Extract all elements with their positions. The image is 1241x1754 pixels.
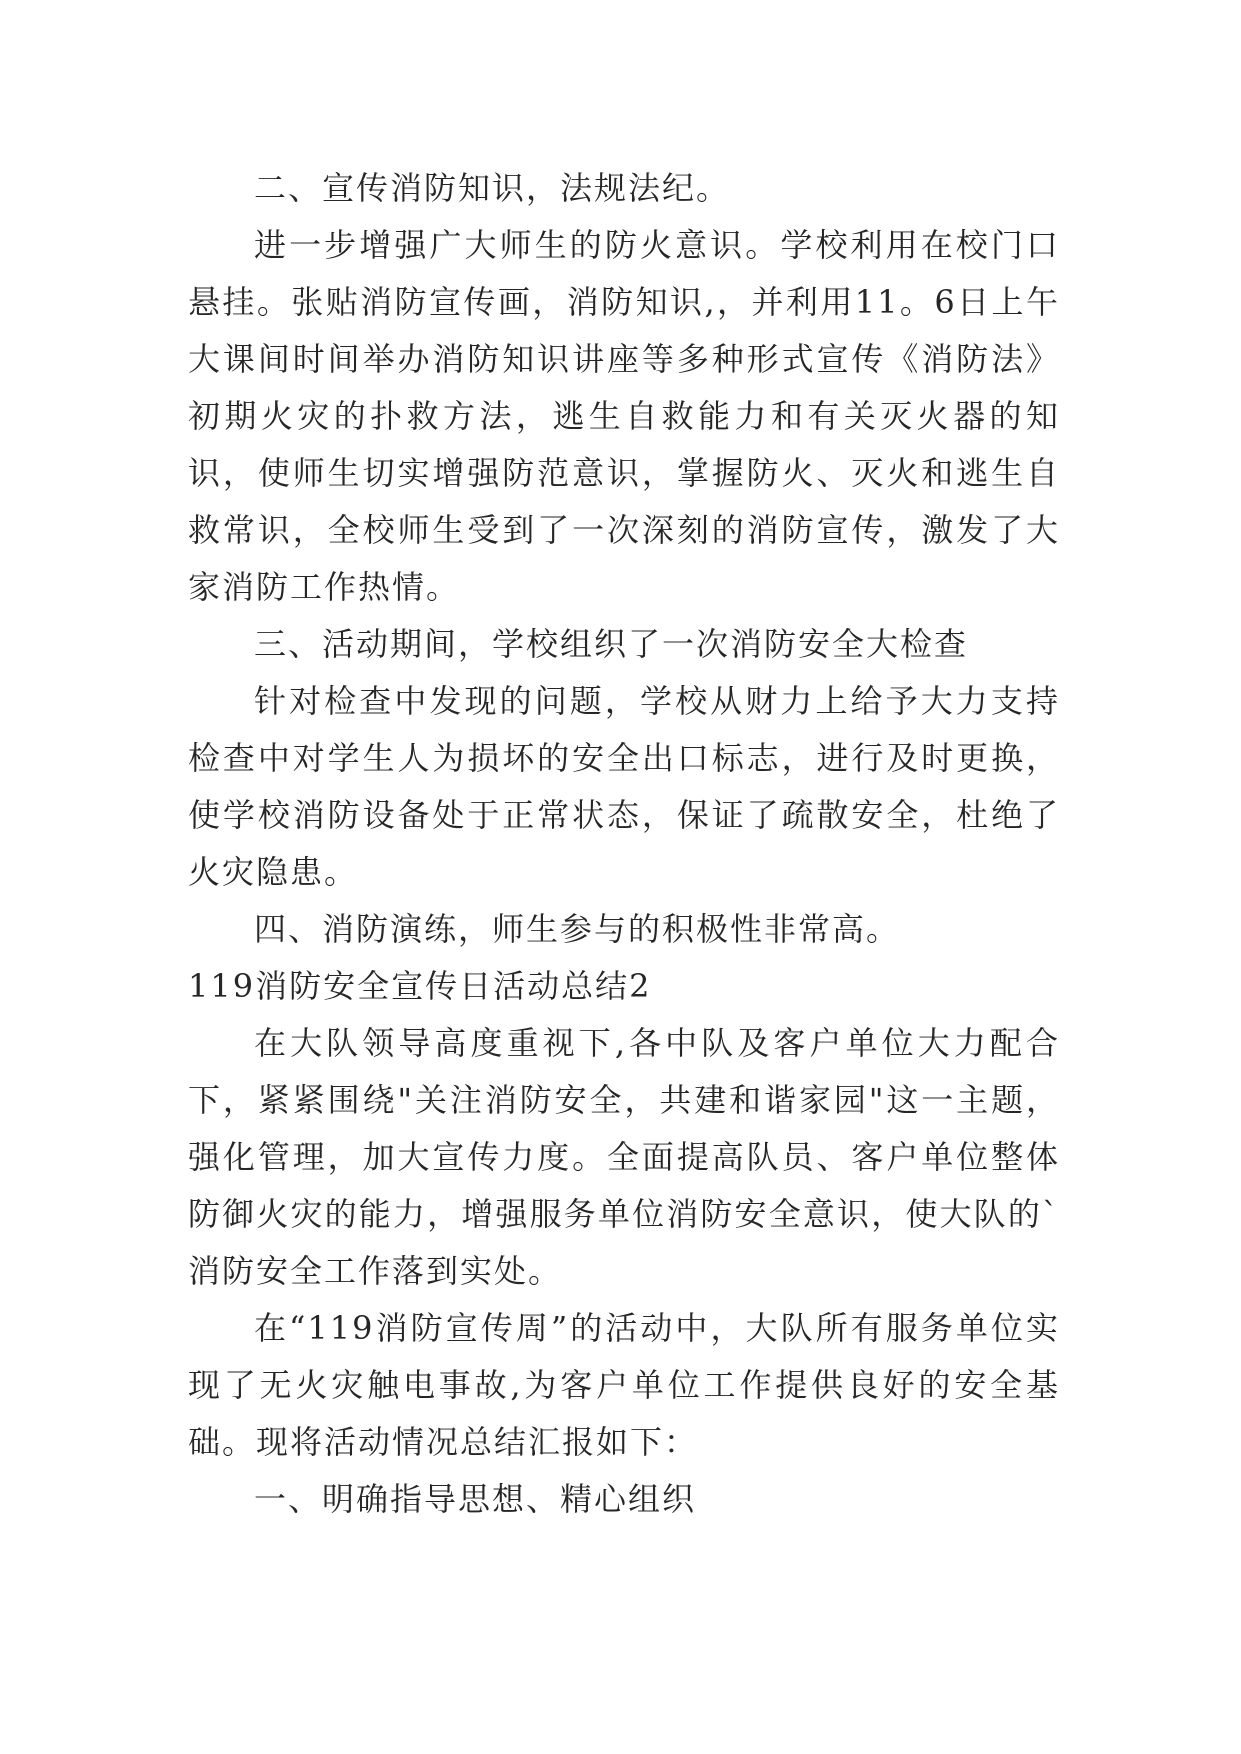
paragraph-heading-2: 二、宣传消防知识，法规法纪。	[254, 169, 731, 207]
paragraph-heading-4: 四、消防演练，师生参与的积极性非常高。	[254, 910, 901, 948]
paragraph-overview: 在大队领导高度重视下,各中队及客户单位大力配合下，紧紧围绕"关注消防安全，共建和谐家园"这一主题，强化管理，加大宣传力度。全面提高队员、客户单位整体防御火灾的能力，增强服务单位消防安全意识，使大队的`消防安全工作落到实处。	[188, 1024, 1060, 1290]
section-title: 119消防安全宣传日活动总结2	[188, 967, 652, 1005]
paragraph-heading-1: 一、明确指导思想、精心组织	[254, 1480, 697, 1518]
paragraph-publicity: 进一步增强广大师生的防火意识。学校利用在校门口悬挂。张贴消防宣传画，消防知识,，并利用11。6日上午大课间时间举办消防知识讲座等多种形式宣传《消防法》初期火灾的扑救方法，逃生自救能力和有关灭火器的知识，使师生切实增强防范意识，掌握防火、灭火和逃生自救常识，全校师生受到了一次深刻的消防宣传，激发了大家消防工作热情。	[188, 226, 1060, 606]
paragraph-inspection: 针对检查中发现的问题，学校从财力上给予大力支持检查中对学生人为损坏的安全出口标志，进行及时更换，使学校消防设备处于正常状态，保证了疏散安全，杜绝了火灾隐患。	[188, 682, 1060, 891]
document-body	[188, 160, 1060, 1528]
paragraph-summary: 在“119消防宣传周”的活动中，大队所有服务单位实现了无火灾触电事故,为客户单位工作提供良好的安全基础。现将活动情况总结汇报如下：	[188, 1309, 1060, 1461]
paragraph-heading-3: 三、活动期间，学校组织了一次消防安全大检查	[254, 625, 969, 663]
